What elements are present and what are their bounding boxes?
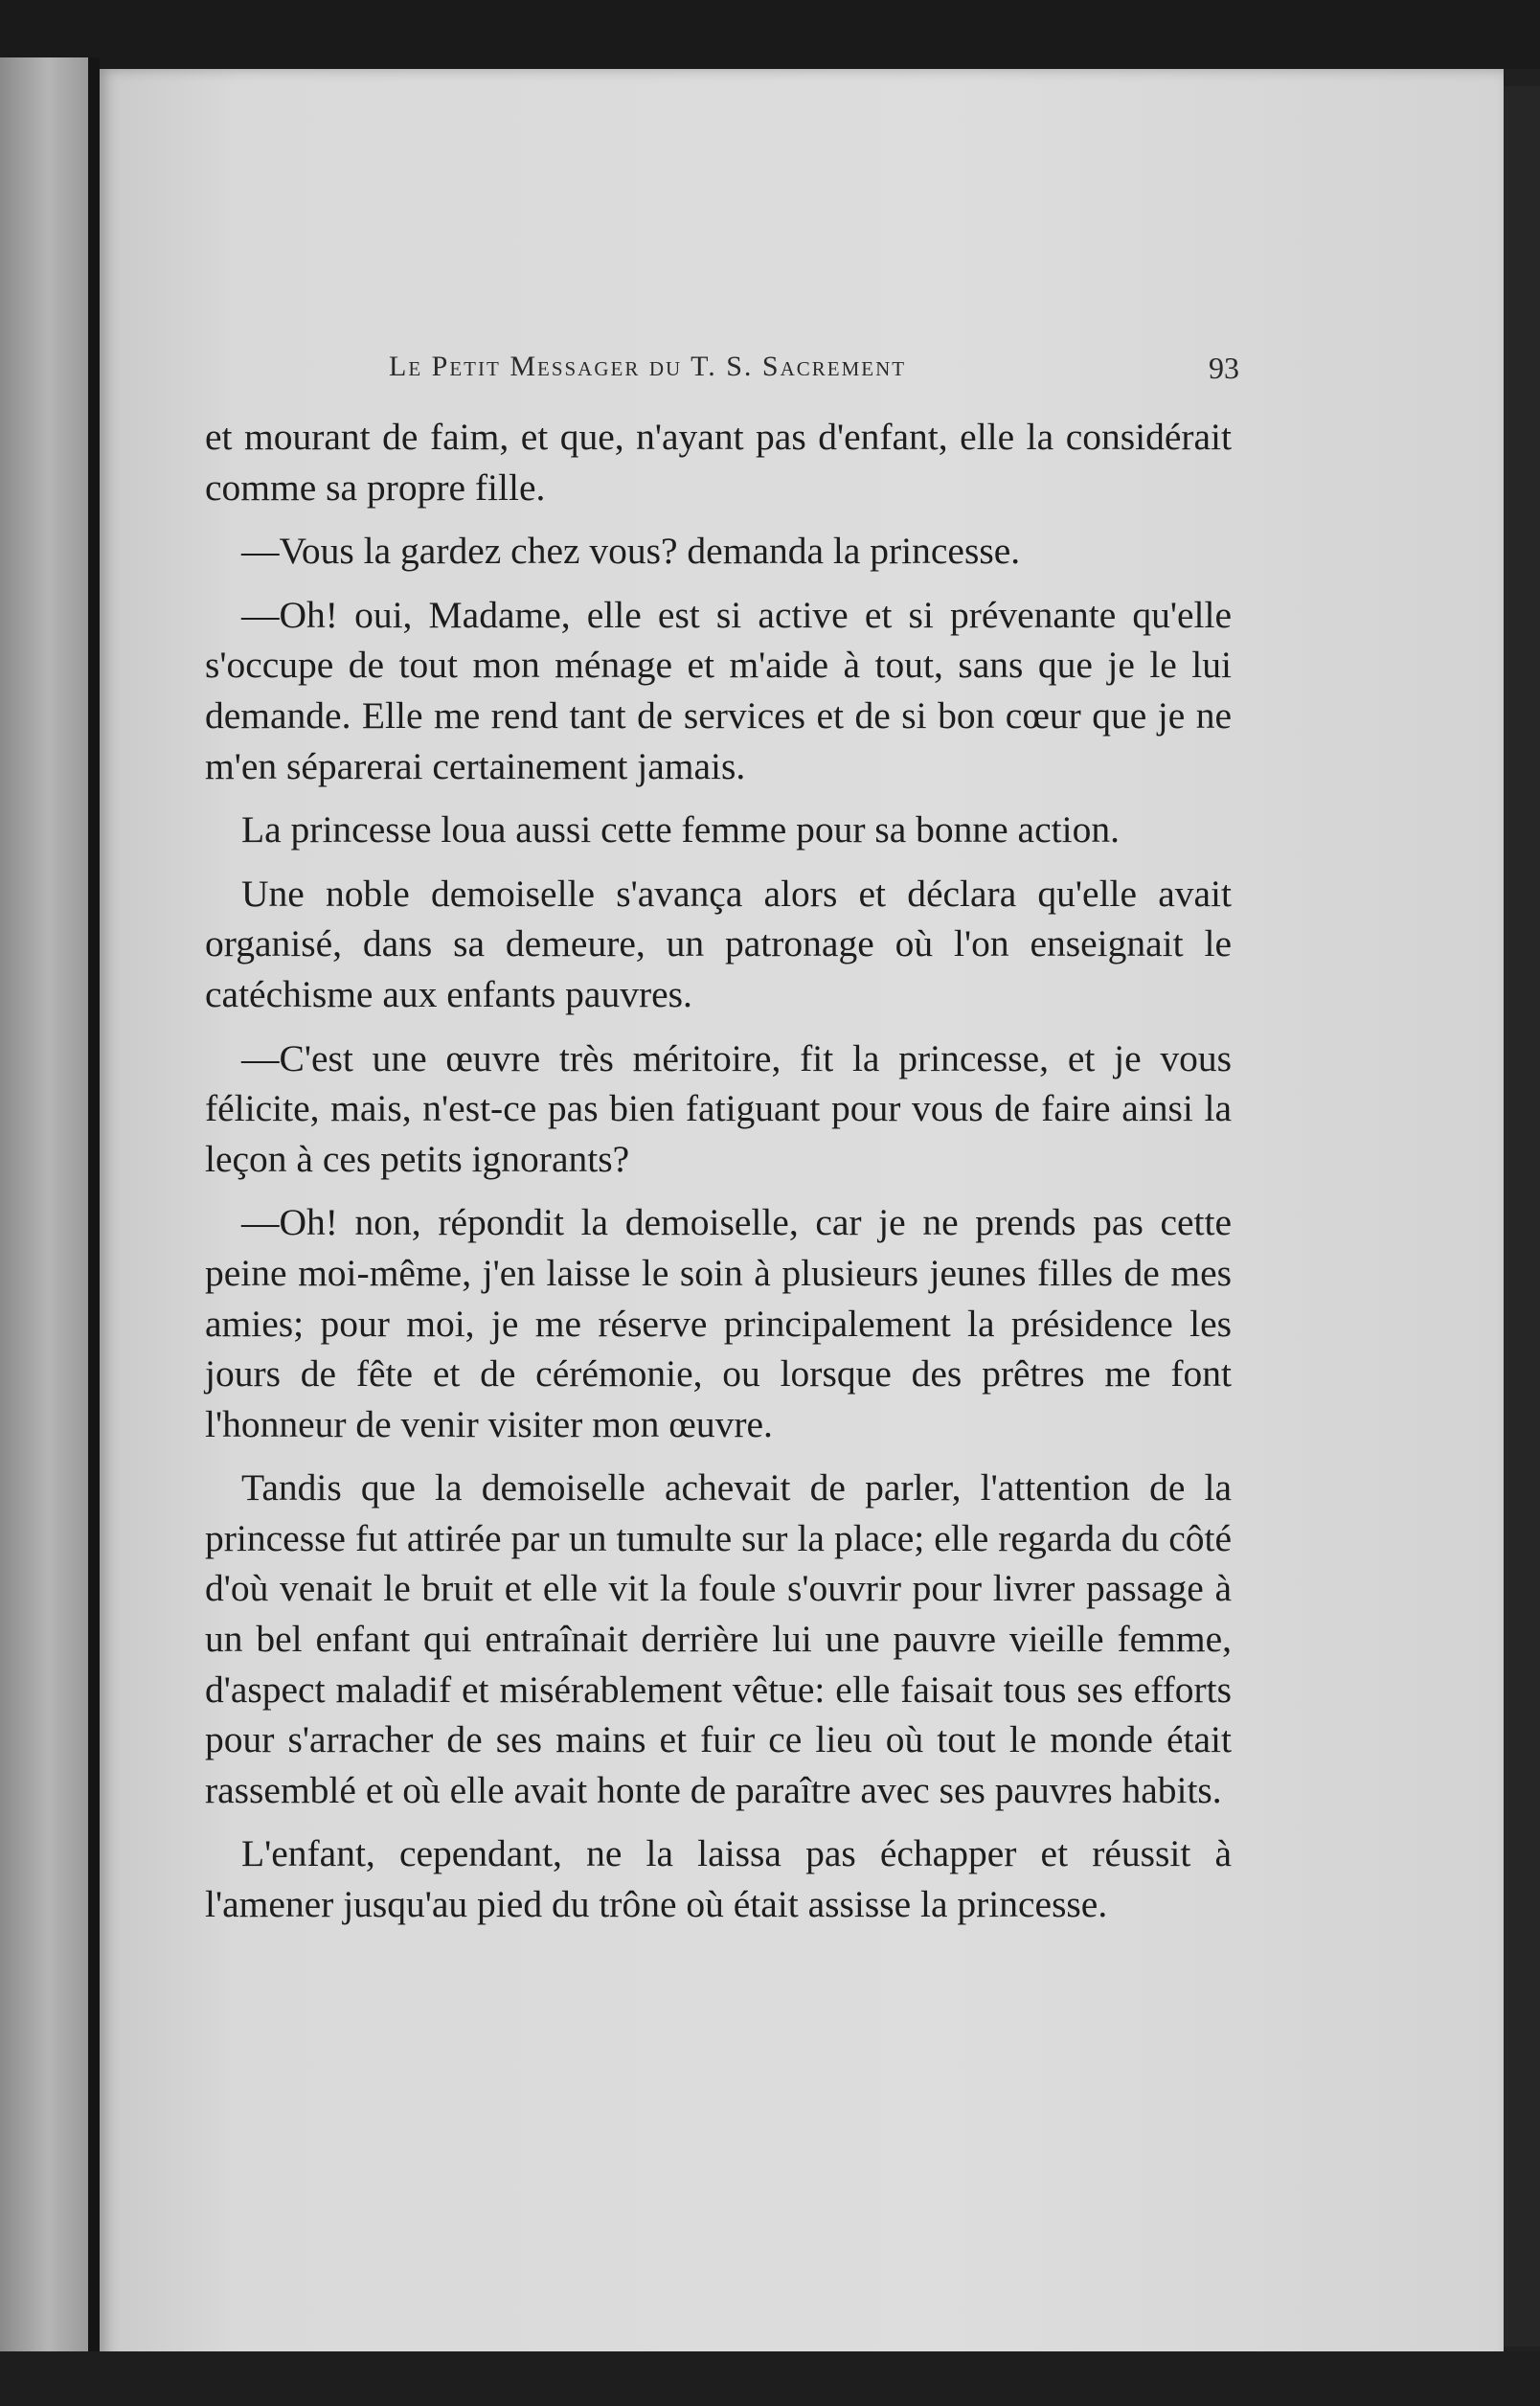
- paragraph: La princesse loua aussi cette femme pour sa bonne action.: [241, 808, 1120, 851]
- paragraph: Tandis que la demoiselle achevait de parler, l'attention de la princesse fut attirée par un tumulte sur la place; elle regarda du côté d'où venait le bruit et elle vit la foule s'ouvrir pour livrer passage à un bel enfant qui entraînait derrière lui une pauvre vieille femme, d'aspect maladif et misérablement vêtue: elle faisait tous ses efforts pour s'arracher de ses mains et fuir ce lieu où tout le monde était rassemblé et où elle avait honte de paraître avec ses pauvres habits.: [205, 1466, 1232, 1811]
- paragraph: —Vous la gardez chez vous? demanda la princesse.: [241, 530, 1021, 573]
- paragraph: —Oh! non, répondit la demoiselle, car je ne prends pas cette peine moi-même, j'en laisse le soin à plusieurs jeunes filles de mes amies; pour moi, je me réserve principalement la présidence les jours de fête et de cérémonie, ou lorsque des prêtres me font l'honneur de venir visiter mon œuvre.: [205, 1201, 1232, 1445]
- paragraph: Une noble demoiselle s'avança alors et déclara qu'elle avait organisé, dans sa demeure, un patronage où l'on enseignait le catéchisme aux enfants pauvres.: [205, 872, 1232, 1015]
- page-number: 93: [1209, 351, 1239, 385]
- paragraph: —Oh! oui, Madame, elle est si active et si prévenante qu'elle s'occupe de tout mon ménage et m'aide à tout, sans que je le lui demande. Elle me rend tant de services et de si bon cœur que je ne m'en séparerai certainement jamais.: [205, 593, 1232, 787]
- paragraph: et mourant de faim, et que, n'ayant pas d'enfant, elle la considérait comme sa propre fille.: [205, 416, 1232, 509]
- paragraph: L'enfant, cependant, ne la laissa pas échapper et réussit à l'amener jusqu'au pied du trône où était assisse la princesse.: [205, 1832, 1232, 1926]
- previous-page-edge: [0, 57, 88, 2356]
- scan-right-border: [1504, 86, 1540, 2347]
- paragraph: —C'est une œuvre très méritoire, fit la princesse, et je vous félicite, mais, n'est-ce pas bien fatiguant pour vous de faire ainsi la leçon à ces petits ignorants?: [205, 1036, 1232, 1180]
- scan-top-border: [0, 0, 1540, 69]
- book-gutter: [88, 57, 100, 2356]
- running-head: Le Petit Messager du T. S. Sacrement: [389, 351, 907, 382]
- body-text: [205, 412, 1232, 1943]
- scan-bottom-border: [0, 2351, 1540, 2406]
